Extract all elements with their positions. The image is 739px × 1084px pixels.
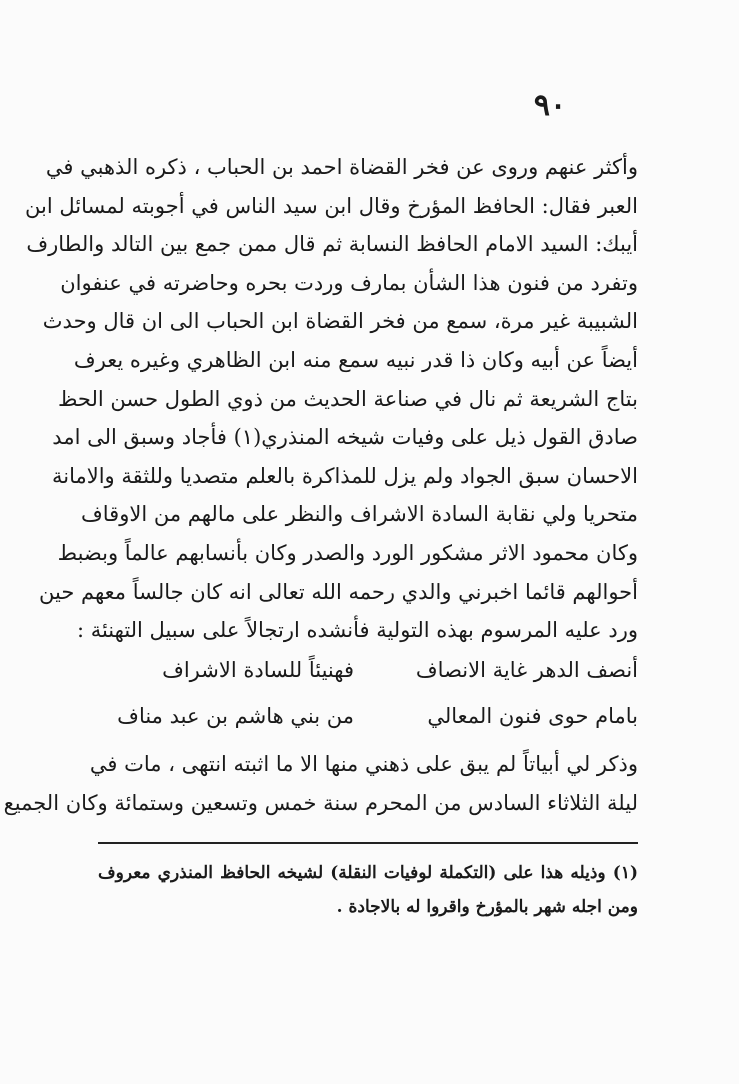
text-line: الاحسان سبق الجواد ولم يزل للمذاكرة بالعلم متصديا وللثقة والامانة (51, 463, 638, 488)
text-line: أيبك: السيد الامام الحافظ النسابة ثم قال ممن جمع بين التالد والطارف (26, 232, 638, 257)
text-line: صادق القول ذيل على وفيات شيخه المنذري(١) فأجاد وسبق الى امد (52, 425, 638, 450)
closing-text (3, 745, 638, 822)
text-line: متحريا ولي نقابة السادة الاشراف والنظر على مالهم من الاوقاف (81, 502, 638, 527)
text-line: أيضاً عن أبيه وكان ذا قدر نبيه سمع منه ابن الظاهري وغيره يعرف (73, 347, 638, 372)
poem-verse (118, 652, 638, 688)
verse-first-hemistich: بامام حوى فنون المعالي (427, 704, 638, 728)
text-line: وكان محمود الاثر مشكور الورد والصدر وكان بأنسابهم عالماً وبضبط (57, 540, 638, 565)
verse-second-hemistich: فهنيئاً للسادة الاشراف (162, 658, 354, 682)
text-line: العبر فقال: الحافظ المؤرخ وقال ابن سيد الناس في أجوبته لمسائل ابن (25, 193, 638, 218)
text-line: وتفرد من فنون هذا الشأن بمارف وردت بحره وحاضرته في عنفوان (60, 270, 638, 295)
text-line: الشبيبة غير مرة، سمع من فخر القضاة ابن الحباب الى ان قال وحدث (42, 309, 638, 334)
text-line: ورد عليه المرسوم بهذه التولية فأنشده ارتجالاً على سبيل التهنئة : (76, 618, 638, 643)
verse-first-hemistich: أنصف الدهر غاية الانصاف (415, 658, 638, 682)
footnote-line: (١) وذيله هذا على (التكملة لوفيات النقلة) لشيخه الحافظ المنذري معروف (98, 863, 638, 883)
text-line: ليلة الثلاثاء السادس من المحرم سنة خمس وتسعين وستمائة وكان الجميع (3, 790, 638, 815)
footnote (98, 856, 638, 924)
text-line: وذكر لي أبياتاً لم يبق على ذهني منها الا ما اثبته انتهى ، مات في (89, 752, 638, 776)
poem-verse (118, 698, 638, 734)
main-text (25, 148, 638, 650)
page-number: ٩٠ (533, 88, 567, 123)
footnote-separator (98, 842, 638, 844)
text-line: أحوالهم قائما اخبرني والدي رحمه الله تعالى انه كان جالساً معهم حين (39, 579, 638, 604)
footnote-line: ومن اجله شهر بالمؤرخ واقروا له بالاجادة . (336, 897, 638, 917)
verse-second-hemistich: من بني هاشم بن عبد مناف (117, 704, 354, 728)
text-line: وأكثر عنهم وروى عن فخر القضاة احمد بن الحباب ، ذكره الذهبي في (45, 155, 638, 179)
text-line: بتاج الشريعة ثم نال في صناعة الحديث من ذوي الطول حسن الحظ (57, 386, 638, 411)
